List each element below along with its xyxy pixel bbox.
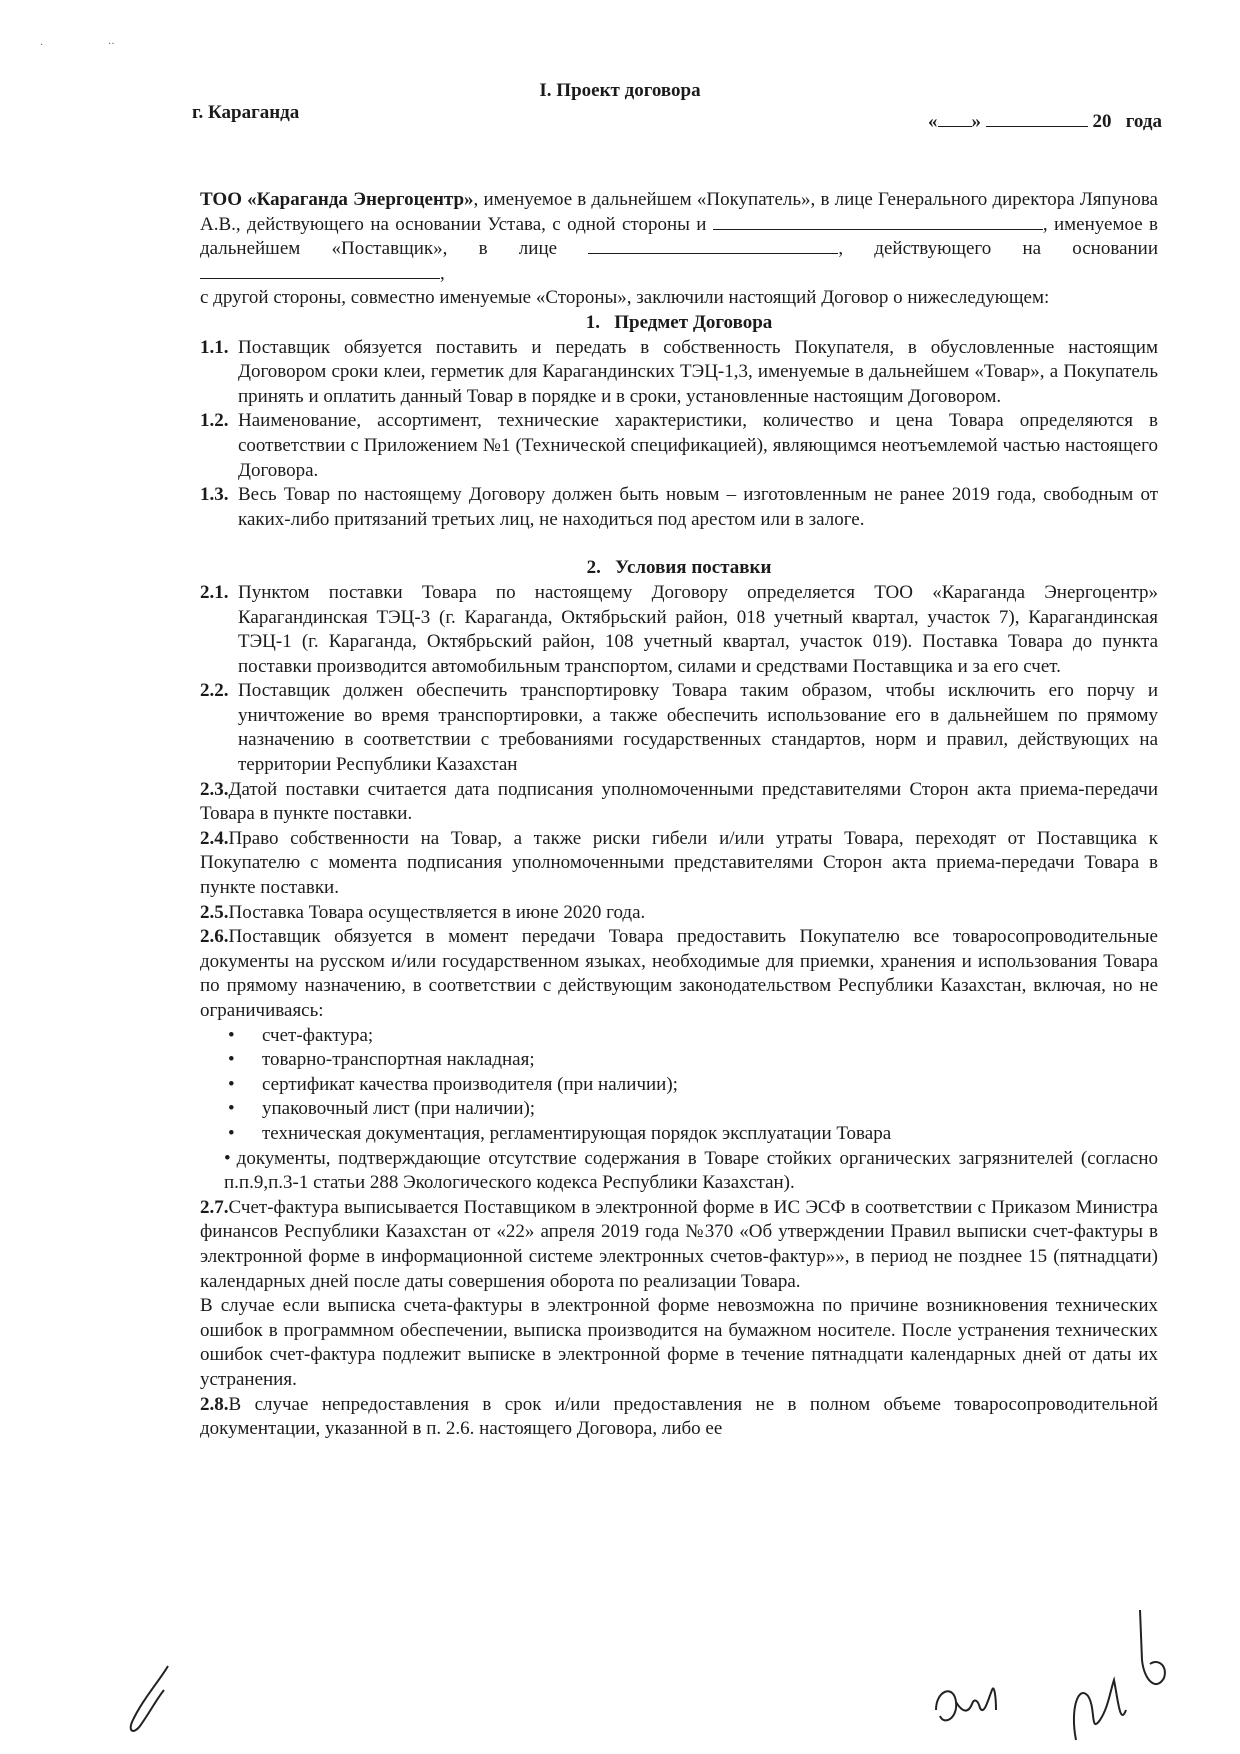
clause-text: Весь Товар по настоящему Договору должен быть новым – изготовленным не ранее 2019 года, свободным от каких-либо притязаний третьих лиц, не находиться под арестом или в залоге. [238,484,1158,530]
preamble-text-4: , [440,262,445,284]
clause-number: 1.2. [200,410,229,432]
clause-2-4 [200,827,1158,901]
preamble-text-2: , именуемое в дальнейшем «Поставщик», в лице [200,213,1158,260]
document-title: I. Проект договора [539,80,701,101]
scan-speck: ‥ [108,36,115,47]
clause-number: 1.1. [200,336,229,358]
clause-1-2 [200,409,1158,483]
contract-date [928,110,1162,133]
clause-1-3 [200,483,1158,532]
clause-2-7 [200,1196,1158,1294]
clause-text: Счет-фактура выписывается Поставщиком в электронной форме в ИС ЭСФ в соответствии с Приказом Министра финансов Республики Казахстан от «22» апреля 2019 года №370 «Об утверждении Правил выписки счет-фактуры в электронной форме в информационной системе электронных счетов-фактур»», в период не позднее 15 (пятнадцати) календарных дней после даты совершения оборота по реализации Товара. [200,1196,1158,1292]
clause-text: Поставщик обязуется поставить и передать в собственность Покупателя, в обусловленные настоящим Договором сроки клеи, герметик для Карагандинских ТЭЦ-1,3, именуемые в дальнейшем «Товар», а Покупатель принять и оплатить данный Товар в порядке и в сроки, установленные настоящим Договором. [238,336,1158,407]
section-1-title: 1. Предмет Договора [585,311,773,333]
clause-text: Поставка Товара осуществляется в июне 2020 года. [228,901,646,923]
clause-2-5 [200,901,1158,926]
date-day-blank [938,110,972,127]
clause-number: 2.7. [200,1196,229,1218]
supplier-name-blank [713,213,1043,230]
supplier-rep-blank [588,237,838,254]
clause-2-3 [200,778,1158,827]
clause-number: 2.1. [200,581,229,603]
clause-number: 2.2. [200,680,229,702]
preamble-text-3: , действующего на основании [838,238,1159,260]
clause-2-6 [200,925,1158,1023]
clause-number: 2.6. [200,926,229,948]
list-item: • счет-фактура; [200,1024,1158,1049]
clause-2-7-continued: В случае если выписка счета-фактуры в электронной форме невозможна по причине возникновения технических ошибок в программном обеспечении, выписка производится на бумажном носителе. После устранения технических ошибок счет-фактура подлежит выписке в электронной форме в течение пятнадцати календарных дней от даты их устранения. [200,1295,1158,1390]
clause-1-1 [200,336,1158,410]
list-item: • товарно-транспортная накладная; [200,1048,1158,1073]
clause-2-8 [200,1393,1158,1442]
buyer-name: ТОО «Караганда Энергоцентр» [200,189,474,210]
signature-middle [930,1670,1010,1740]
list-item: • сертификат качества производителя (при наличии); [200,1073,1158,1098]
supplier-basis-blank [200,262,440,279]
documents-list [200,1024,1158,1147]
list-item: документы, подтверждающие отсутствие содержания в Товаре стойких органических загрязнителей (согласно п.п.9,п.3-1 статьи 288 Экологического кодекса Республики Казахстан). [224,1147,1158,1194]
clause-text: Датой поставки считается дата подписания уполномоченными представителями Сторон акта приема-передачи Товара в пункте поставки. [200,778,1158,825]
date-month-blank [986,110,1088,127]
contract-city: г. Караганда [192,102,300,123]
contract-body [200,188,1158,1442]
clause-text: В случае непредоставления в срок и/или предоставления не в полном объеме товаросопроводительной документации, указанной в п. 2.6. настоящего Договора, либо ее [200,1393,1158,1440]
list-item: • упаковочный лист (при наличии); [200,1097,1158,1122]
clause-text: Право собственности на Товар, а также риски гибели и/или утраты Товара, переходят от Поставщика к Покупателю с момента подписания уполномоченными представителями Сторон акта приема-передачи Товара в пункте поставки. [200,827,1158,899]
date-quote-open: « [928,111,938,132]
clause-number: 1.3. [200,484,229,506]
date-year: 20 года [1092,111,1162,132]
preamble-text-1: , именуемое в дальнейшем «Покупатель», в лице Генерального директора Ляпунова А.В., действующего на основании Устава, с одной стороны и [200,189,1158,235]
clause-number: 2.5. [200,901,229,923]
clause-text: Наименование, ассортимент, технические характеристики, количество и цена Товара определяются в соответствии с Приложением №1 (Технической спецификацией), являющимся неотъемлемой частью настоящего Договора. [238,410,1158,481]
clause-2-2 [200,679,1158,777]
bullet-icon: • [224,1147,231,1169]
clause-text: Пунктом поставки Товара по настоящему Договору определяется ТОО «Караганда Энергоцентр» Карагандинская ТЭЦ-3 (г. Караганда, Октябрьский район, 018 учетный квартал, участок 7), Карагандинская ТЭЦ-1 (г. Караганда, Октябрьский район, 108 учетный квартал, участок 019). Поставка Товара до пункта поставки производится автомобильным транспортом, силами и средствами Поставщика и за его счет. [238,581,1158,677]
clause-2-1 [200,581,1158,679]
list-item: • техническая документация, регламентирующая порядок эксплуатации Товара [200,1122,1158,1147]
clause-number: 2.3. [200,778,229,800]
scan-speck: · [40,40,44,51]
signature-right [1060,1600,1180,1750]
clause-number: 2.8. [200,1393,229,1415]
preamble [200,188,1158,286]
date-quote-close: » [971,111,982,132]
clause-text: Поставщик должен обеспечить транспортировку Товара таким образом, чтобы исключить его порчу и уничтожение во время транспортировки, а также обеспечить использование его в дальнейшем по прямому назначению в соответствии с требованиями государственных стандартов, норм и правил, действующих на территории Республики Казахстан [238,680,1158,776]
preamble-closing: с другой стороны, совместно именуемые «Стороны», заключили настоящий Договор о нижеследующем: [200,287,1050,309]
documents-list-extra [200,1147,1158,1196]
signature-left [120,1660,180,1740]
clause-text: Поставщик обязуется в момент передачи Товара предоставить Покупателю все товаросопроводительные документы на русском и/или государственном языках, необходимые для приемки, хранения и использования Товара по прямому назначению, в соответствии с действующим законодательством Республики Казахстан, включая, но не ограничиваясь: [200,926,1158,1021]
clause-number: 2.4. [200,827,229,849]
section-2-title: 2. Условия поставки [586,557,772,579]
